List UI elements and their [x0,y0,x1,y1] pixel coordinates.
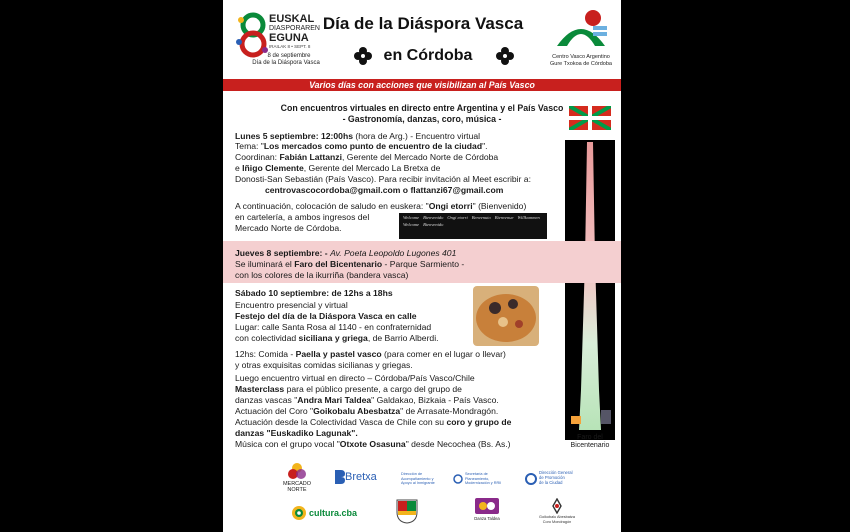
intro-line-1: Con encuentros virtuales en directo entre Argentina y el País Vasco [280,103,564,113]
banner: Varios días con acciones que visibilizan al País Vasco [223,79,621,91]
dir1-line-1: Dirección de [401,472,423,476]
sign-word: Bienvenido [423,221,444,227]
title-line-2: en Córdoba [383,47,473,64]
dir2-line-3: de la Ciudad [539,480,563,485]
ikurrina-flag-icon [569,106,611,135]
dir1-line-3: Apoyo al Inmigrante [401,481,435,486]
title-line-1: Día de la Diáspora Vasca [322,14,524,33]
sign-word: Bienvenue [494,215,514,220]
event1-line-3: Coordinan: Fabián Lattanzi, Gerente del Mercado Norte de Córdoba [235,152,499,162]
sign-word: Willkommen [517,215,540,220]
event3-line-1: Sábado 10 septiembre: de 12hs a 18hs [235,288,393,298]
centro-vasco-logo [545,8,617,70]
choir-icon [547,498,567,514]
paella-photo [473,286,539,346]
event3-line-11: Actuación del Coro "Goikobalu Abesbatza" de Arrasate-Mondragón. [235,406,499,416]
sign-word: Bienvenido [423,215,444,220]
dir2-line-2: de Promoción [539,475,565,480]
mercado-norte-icon [288,462,306,480]
bretxa-icon [333,470,345,484]
event3-line-10: danzas vascas "Andra Mari Taldea" Galdakao, Bizkaia - País Vasco. [235,395,499,405]
greeting-line-3: Mercado Norte de Córdoba. [235,223,342,233]
sign-word: Ongi etorri [447,215,468,220]
sec-line-2: Planeamiento, [465,476,490,481]
logo-caption: Día de la Diáspora Vasca [252,60,320,66]
event3-line-5: con colectividad siciliana y griega, de Barrio Alberdi. [235,333,439,343]
direccion-promocion-logo [525,470,585,490]
event1-line-4: e Iñigo Clemente, Gerente del Mercado La Bretxa de [235,163,441,173]
secretaria-logo [453,472,513,490]
centro-vasco-emblem-icon [553,8,609,50]
event3-line-6: 12hs: Comida - Paella y pastel vasco (para comer en el lugar o llevar) [235,349,506,359]
event2-line-3: con los colores de la ikurriña (bandera vasca) [235,270,409,280]
poster [223,0,621,532]
secretaria-icon [453,474,463,484]
basque-shield-icon [395,498,419,524]
intro-line-2: - Gastronomía, danzas, coro, música - [342,114,502,124]
event1-line-2: Tema: "Los mercados como punto de encuentro de la ciudad". [235,141,488,151]
centro-vasco-line-1: Centro Vasco Argentino [552,54,610,60]
dir1-line-2: Acompañamiento y [401,476,434,481]
logo-line-3: EGUNA [269,32,309,44]
goiko-line-1: Goikobalu Abesbatza [539,515,575,519]
mercado-norte-logo [279,462,315,494]
event1-line-1: Lunes 5 septiembre: 12:00hs (hora de Arg.) - Encuentro virtual [235,131,481,141]
dir2-line-1: Dirección General [539,470,573,475]
mercado-line-1: MERCADO [282,481,312,487]
welcome-sign-photo [399,213,547,239]
event3-line-7: y otras exquisitas comidas sicilianas y griegas. [235,360,413,370]
faro-caption-2: Bicentenario [570,442,610,449]
cultura-cba-logo [291,505,361,523]
bretxa-logo [333,468,385,486]
cultura-icon [291,505,307,521]
sec-line-3: Modernización y RRII [465,481,502,486]
logo-date: 8 de septiembre [267,53,311,59]
direccion-promocion-icon [525,473,537,485]
greeting-line-2: en cartelería, a ambos ingresos del [235,212,370,222]
mercado-line-2: NORTE [287,487,307,493]
sign-word: Welcome [403,215,420,220]
euskal-diaspora-logo [231,10,323,70]
direccion-inmigrante-logo [401,472,447,490]
event3-line-9: Masterclass para el público presente, a cargo del grupo de [235,384,462,394]
centro-vasco-line-2: Gure Txokoa de Córdoba [550,61,612,67]
sec-line-1: Secretaría de [465,472,488,476]
diaspora-8-icon [233,12,273,58]
event3-line-14: Música con el grupo vocal "Otxote Osasuna" desde Necochea (Bs. As.) [235,439,511,449]
lauburu-icon-right [495,46,515,71]
event3-line-12: Actuación desde la Colectividad Vasca de Chile con su coro y grupo de [235,417,512,427]
event1-line-5: Donosti-San Sebastián (País Vasco). Para recibir invitación al Meet escribir a: [235,174,531,184]
event3-line-4: Lugar: calle Santa Rosa al 1140 - en confraternidad [235,322,432,332]
faro-bicentenario-photo [565,140,615,440]
goikobalu-logo [535,498,579,528]
event1-emails[interactable]: centrovascocordoba@gmail.com o flattanzi67@gmail.com [265,185,504,195]
logo-tag: IRAILAK 8 • SEPT. 8 [269,44,311,49]
goiko-line-2: Coro Mondragón [542,520,572,524]
cultura-text: cultura.cba [309,508,358,518]
faro-caption-1: Faro del [577,434,603,441]
logo-line-2: DIASPORAREN [269,25,320,32]
sign-word: Benvenuto [471,215,491,220]
lauburu-icon-left [353,46,373,71]
event2-line-2: Se iluminará el Faro del Bicentenario - Parque Sarmiento - [235,259,465,269]
event2-line-1: Jueves 8 septiembre: - Av. Poeta Leopoldo Lugones 401 [235,248,457,258]
event3-line-3: Festejo del día de la Diáspora Vasca en calle [235,311,417,321]
logo-line-1: EUSKAL [269,13,315,25]
bretxa-text: Bretxa [345,471,377,483]
danza-icon [475,498,499,514]
event3-line-8: Luego encuentro virtual en directo – Córdoba/País Vasco/Chile [235,373,475,383]
danza-taldea-logo [467,498,507,528]
event3-line-13: danzas "Euskadiko Lagunak". [235,428,358,438]
sign-word: Welcome [403,221,420,227]
event3-line-2: Encuentro presencial y virtual [235,300,348,310]
danza-text: Danza Taldea [474,516,500,521]
greeting-line-1: A continuación, colocación de saludo en euskera: "Ongi etorri" (Bienvenido) [235,201,527,211]
